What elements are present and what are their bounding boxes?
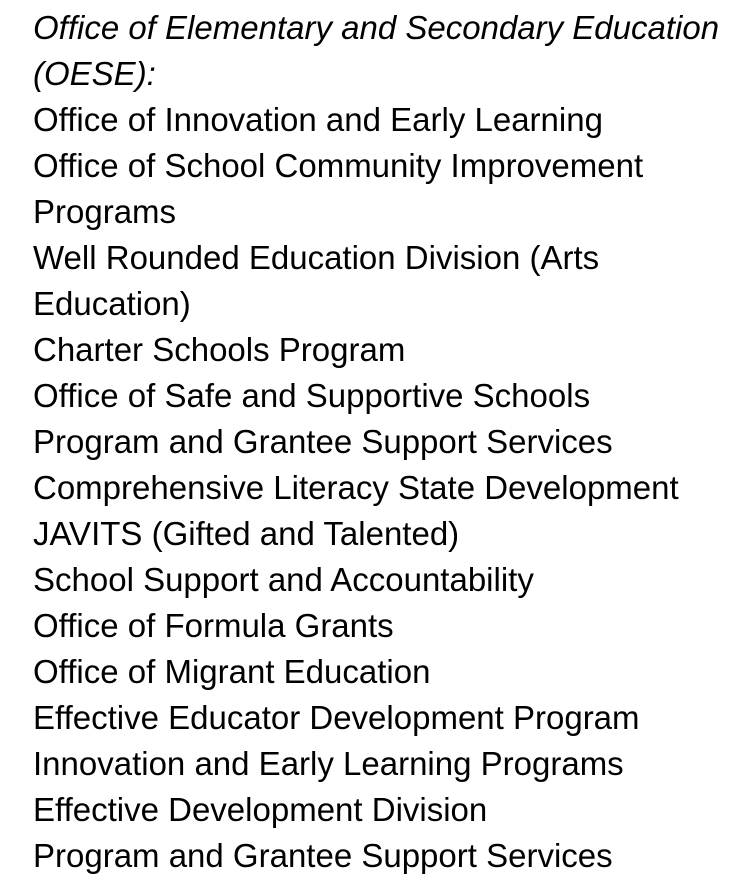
list-item: Program and Grantee Support Services [33, 423, 613, 460]
list-item: Well Rounded Education Division (Arts Education) [33, 239, 600, 322]
list-item: Office of School Community Improvement Programs [33, 147, 644, 230]
list-item: Innovation and Early Learning Programs [33, 745, 624, 782]
list-item: Program and Grantee Support Services [33, 837, 613, 874]
document-heading: Office of Elementary and Secondary Education (OESE): [33, 9, 720, 92]
list-item: Effective Development Division [33, 791, 488, 828]
list-item: Office of Innovation and Early Learning [33, 101, 603, 138]
list-item: Comprehensive Literacy State Development [33, 469, 679, 506]
office-list [33, 97, 733, 879]
list-item: Office of Formula Grants [33, 607, 394, 644]
list-item: School Support and Accountability [33, 561, 534, 598]
list-item: Office of Migrant Education [33, 653, 431, 690]
list-item: Charter Schools Program [33, 331, 406, 368]
list-item: Effective Educator Development Program [33, 699, 640, 736]
list-item: JAVITS (Gifted and Talented) [33, 515, 460, 552]
list-item: Office of Safe and Supportive Schools [33, 377, 591, 414]
